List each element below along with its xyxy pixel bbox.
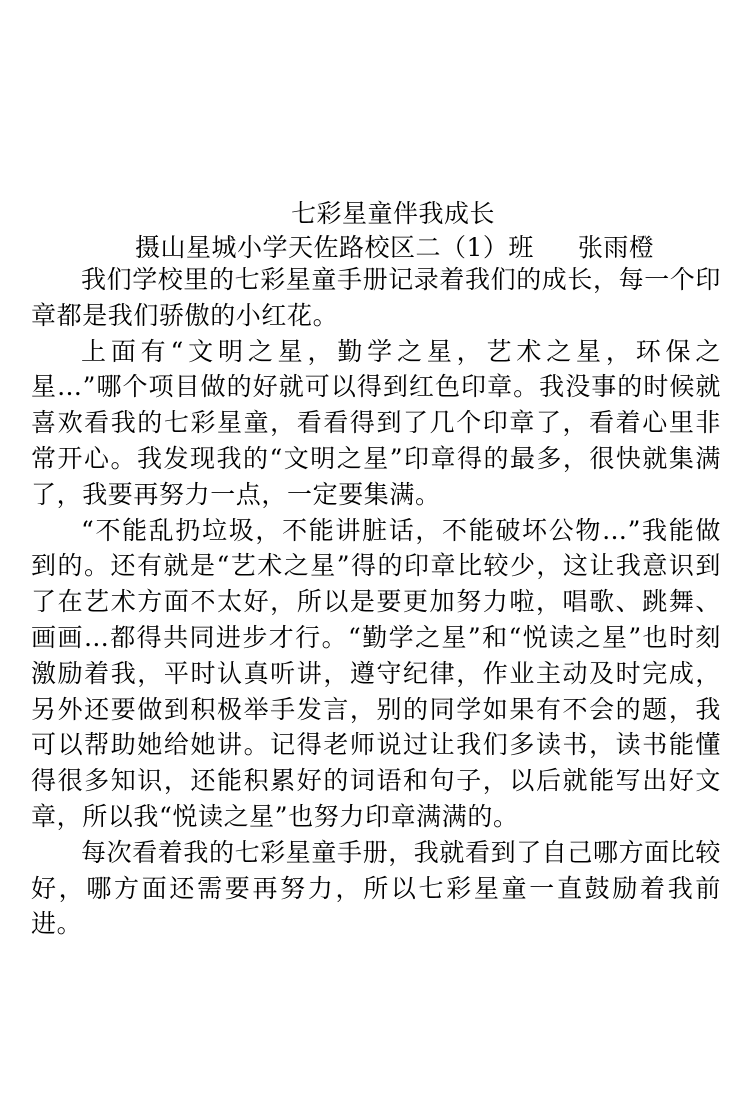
byline bbox=[135, 231, 654, 265]
paragraph: 我们学校里的七彩星童手册记录着我们的成长，每一个印章都是我们骄傲的小红花。 bbox=[31, 265, 722, 330]
paragraph: 每次看着我的七彩星童手册，我就看到了自己哪方面比较好，哪方面还需要再努力，所以七彩星童一直鼓励着我前进。 bbox=[31, 837, 722, 939]
paragraph: 上面有“文明之星，勤学之星，艺术之星，环保之星…”哪个项目做的好就可以得到红色印章。我没事的时候就喜欢看我的七彩星童，看看得到了几个印章了，看着心里非常开心。我发现我的“文明之星”印章得的最多，很快就集满了，我要再努力一点，一定要集满。 bbox=[31, 336, 721, 509]
paragraph: “不能乱扔垃圾，不能讲脏话，不能破坏公物…”我能做到的。还有就是“艺术之星”得的印章比较少，这让我意识到了在艺术方面不太好，所以是要更加努力啦，唱歌、跳舞、画画…都得共同进步才行。“勤学之星”和“悦读之星”也时刻激励着我，平时认真听讲，遵守纪律，作业主动及时完成，另外还要做到积极举手发言，别的同学如果有不会的题，我可以帮助她给她讲。记得老师说过让我们多读书，读书能懂得很多知识，还能积累好的词语和句子，以后就能写出好文章，所以我“悦读之星”也努力印章满满的。 bbox=[31, 515, 721, 831]
author-name: 张雨橙 bbox=[577, 233, 655, 262]
essay-title: 七彩星童伴我成长 bbox=[291, 199, 496, 228]
school-class: 摄山星城小学天佐路校区二（1）班 bbox=[135, 233, 534, 262]
essay-body bbox=[31, 262, 721, 942]
